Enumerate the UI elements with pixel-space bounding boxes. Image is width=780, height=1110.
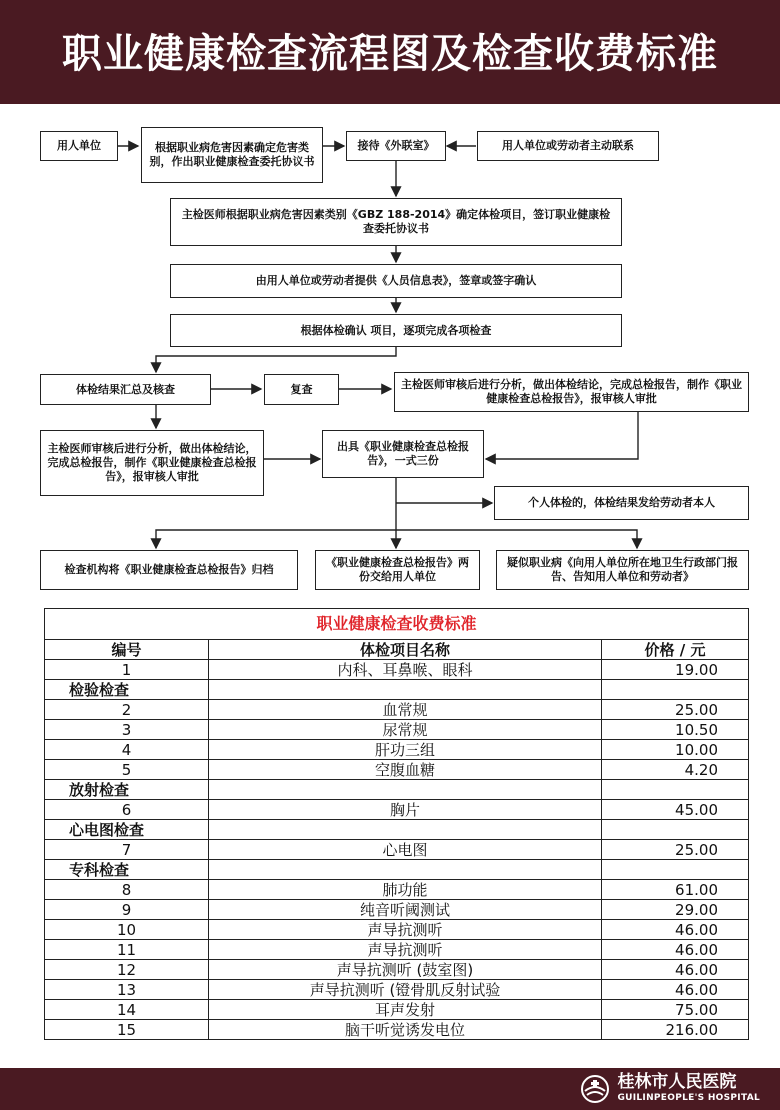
- archive-box: [40, 550, 298, 590]
- analysis-right-box: [394, 372, 749, 412]
- info-form-box: [170, 264, 622, 298]
- table-row: [45, 920, 749, 940]
- empty-cell: [209, 780, 602, 800]
- item-price: 75.00: [602, 1000, 749, 1020]
- footer-banner: [0, 1068, 780, 1110]
- item-name: 心电图: [209, 840, 602, 860]
- contact-box: [477, 131, 659, 161]
- individual-result-label: 个人体检的，体检结果发给劳动者本人: [528, 496, 715, 509]
- category-label: 检验检查: [45, 680, 209, 700]
- category-label: 心电图检查: [45, 820, 209, 840]
- info-form-label: 由用人单位或劳动者提供《人员信息表》，签章或签字确认: [255, 274, 537, 287]
- item-number: 2: [45, 700, 209, 720]
- summary-box: [40, 374, 211, 405]
- category-label: 放射检查: [45, 780, 209, 800]
- exams-box: [170, 314, 622, 347]
- table-row: [45, 760, 749, 780]
- fee-table-caption-row: [45, 609, 749, 640]
- item-number: 15: [45, 1020, 209, 1040]
- determine-items-label: 主检医师根据职业病危害因素类别《GBZ 188-2014》确定体检项目，签订职业健康检查委托协议书: [181, 208, 611, 235]
- table-row: [45, 1000, 749, 1020]
- item-price: 19.00: [602, 660, 749, 680]
- table-row: [45, 900, 749, 920]
- fee-table-caption: 职业健康检查收费标准: [45, 609, 749, 640]
- suspected-disease-box: [496, 550, 749, 590]
- analysis-right-label: 主检医师审核后进行分析，做出体检结论，完成总检报告，制作《职业健康检查总检报告》，报审核人审批: [401, 378, 742, 405]
- item-number: 10: [45, 920, 209, 940]
- header-price: 价格 / 元: [602, 640, 749, 660]
- item-number: 5: [45, 760, 209, 780]
- header-name: 体检项目名称: [209, 640, 602, 660]
- hazard-classify-box: [141, 127, 323, 183]
- item-number: 7: [45, 840, 209, 860]
- table-row: [45, 980, 749, 1000]
- item-name: 肺功能: [209, 880, 602, 900]
- analysis-left-box: [40, 430, 264, 496]
- analysis-left-label: 主检医师审核后进行分析，做出体检结论，完成总检报告，制作《职业健康检查总检报告》，报审核人审批: [47, 442, 257, 483]
- item-price: 10.00: [602, 740, 749, 760]
- determine-items-box: [170, 198, 622, 246]
- item-number: 8: [45, 880, 209, 900]
- item-name: 脑干听觉诱发电位: [209, 1020, 602, 1040]
- title-banner: [0, 0, 780, 104]
- item-number: 3: [45, 720, 209, 740]
- item-name: 纯音听阈测试: [209, 900, 602, 920]
- suspected-disease-label: 疑似职业病《向用人单位所在地卫生行政部门报告、告知用人单位和劳动者》: [507, 556, 738, 583]
- fee-table: [44, 608, 749, 1040]
- page-title: 职业健康检查流程图及检查收费标准: [62, 31, 718, 77]
- item-price: 216.00: [602, 1020, 749, 1040]
- exams-label: 根据体检确认 项目，逐项完成各项检查: [300, 323, 492, 337]
- item-number: 11: [45, 940, 209, 960]
- table-row: [45, 800, 749, 820]
- item-price: 61.00: [602, 880, 749, 900]
- table-row: [45, 700, 749, 720]
- issue-report-box: [322, 430, 484, 478]
- category-row: [45, 860, 749, 880]
- empty-cell: [602, 680, 749, 700]
- item-number: 14: [45, 1000, 209, 1020]
- item-name: 声导抗测听 (镫骨肌反射试验: [209, 980, 602, 1000]
- item-name: 空腹血糖: [209, 760, 602, 780]
- archive-label: 检查机构将《职业健康检查总检报告》归档: [64, 563, 274, 576]
- contact-label: 用人单位或劳动者主动联系: [502, 139, 634, 152]
- table-row: [45, 840, 749, 860]
- item-name: 声导抗测听: [209, 940, 602, 960]
- table-row: [45, 740, 749, 760]
- item-price: 4.20: [602, 760, 749, 780]
- hazard-classify-label: 根据职业病危害因素确定危害类别，作出职业健康检查委托协议书: [149, 141, 315, 168]
- table-row: [45, 880, 749, 900]
- hospital-logo-icon: [580, 1074, 610, 1104]
- hospital-name-en: GUILINPEOPLE'S HOSPITAL: [617, 1093, 760, 1103]
- hospital-name-cn: 桂林市人民医院: [617, 1072, 737, 1092]
- category-row: [45, 680, 749, 700]
- item-price: 46.00: [602, 960, 749, 980]
- issue-report-label: 出具《职业健康检查总检报告》，一式三份: [337, 440, 469, 467]
- empty-cell: [209, 680, 602, 700]
- header-num: 编号: [45, 640, 209, 660]
- recheck-box: [264, 374, 339, 405]
- item-name: 内科、耳鼻喉、眼科: [209, 660, 602, 680]
- item-name: 胸片: [209, 800, 602, 820]
- to-employer-box: [315, 550, 480, 590]
- item-name: 耳声发射: [209, 1000, 602, 1020]
- table-row: [45, 720, 749, 740]
- item-name: 声导抗测听: [209, 920, 602, 940]
- category-row: [45, 820, 749, 840]
- table-row: [45, 940, 749, 960]
- empty-cell: [209, 820, 602, 840]
- employer-box: [40, 131, 118, 161]
- item-price: 10.50: [602, 720, 749, 740]
- item-price: 46.00: [602, 920, 749, 940]
- item-price: 25.00: [602, 700, 749, 720]
- reception-label: 接待《外联室》: [357, 139, 435, 152]
- empty-cell: [209, 860, 602, 880]
- hospital-name: [617, 1072, 760, 1104]
- individual-result-box: [494, 486, 749, 520]
- empty-cell: [602, 860, 749, 880]
- item-price: 45.00: [602, 800, 749, 820]
- item-price: 46.00: [602, 980, 749, 1000]
- table-row: [45, 660, 749, 680]
- item-number: 9: [45, 900, 209, 920]
- item-price: 29.00: [602, 900, 749, 920]
- recheck-label: 复查: [290, 382, 313, 396]
- item-name: 声导抗测听 (鼓室图): [209, 960, 602, 980]
- item-name: 尿常规: [209, 720, 602, 740]
- table-row: [45, 1020, 749, 1040]
- item-number: 13: [45, 980, 209, 1000]
- empty-cell: [602, 820, 749, 840]
- table-row: [45, 960, 749, 980]
- item-number: 1: [45, 660, 209, 680]
- item-number: 6: [45, 800, 209, 820]
- summary-label: 体检结果汇总及核查: [76, 382, 175, 396]
- fee-table-header-row: [45, 640, 749, 660]
- item-number: 4: [45, 740, 209, 760]
- category-label: 专科检查: [45, 860, 209, 880]
- to-employer-label: 《职业健康检查总检报告》两份交给用人单位: [326, 556, 469, 583]
- employer-label: 用人单位: [57, 139, 101, 152]
- item-price: 46.00: [602, 940, 749, 960]
- item-number: 12: [45, 960, 209, 980]
- item-name: 肝功三组: [209, 740, 602, 760]
- item-name: 血常规: [209, 700, 602, 720]
- reception-box: [346, 131, 446, 161]
- category-row: [45, 780, 749, 800]
- item-price: 25.00: [602, 840, 749, 860]
- empty-cell: [602, 780, 749, 800]
